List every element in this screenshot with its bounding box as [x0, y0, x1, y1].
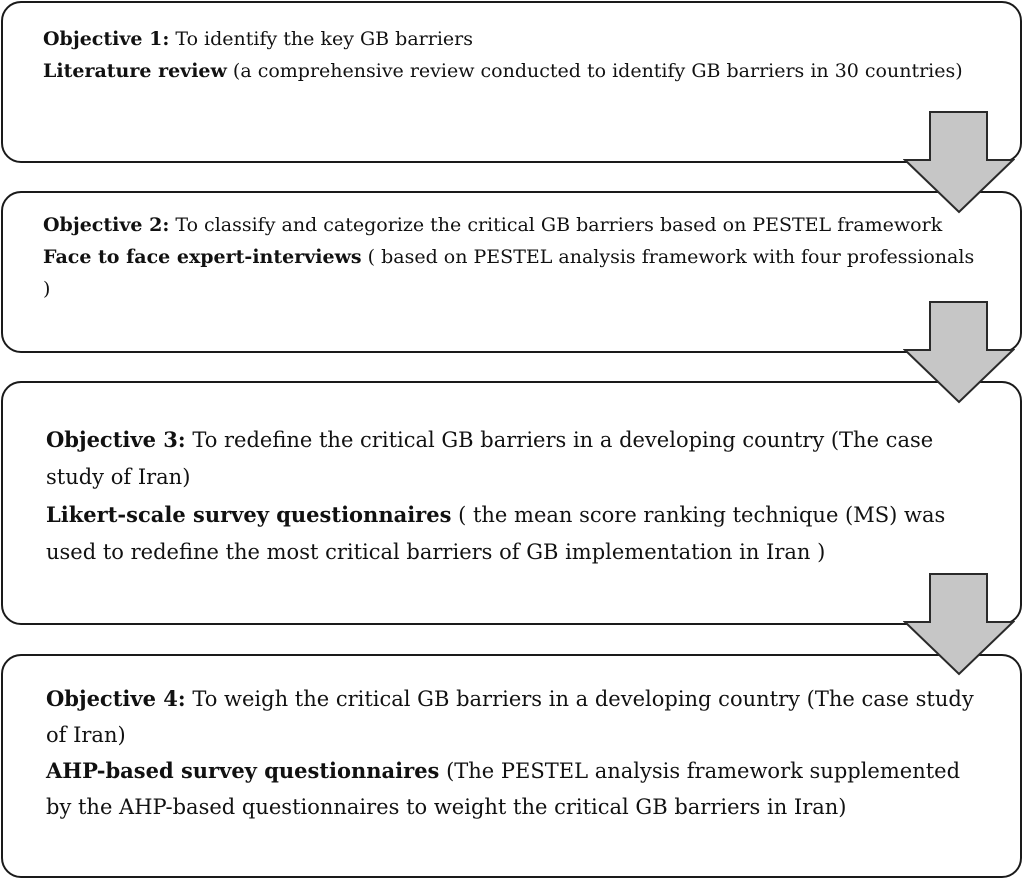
objective-1-method-line	[43, 55, 980, 87]
objective-2-method: Face to face expert-interviews	[43, 246, 362, 268]
objective-4-method: AHP-based survey questionnaires	[46, 758, 440, 783]
objective-2-method-line	[43, 241, 980, 305]
objective-3-method-line	[46, 496, 980, 571]
objective-4-line	[46, 681, 980, 753]
objective-4-box	[1, 654, 1022, 878]
objective-2-line	[43, 209, 980, 241]
objective-1-method: Literature review	[43, 60, 227, 82]
objective-2-heading: Objective 2:	[43, 214, 170, 236]
objective-1-heading: Objective 1:	[43, 28, 170, 50]
objective-3-line	[46, 421, 980, 496]
objective-3-box	[1, 381, 1022, 625]
objective-1-goal: To identify the key GB barriers	[169, 28, 473, 50]
objective-3-goal: To redefine the critical GB barriers in a developing country (The case study of Iran)	[46, 428, 934, 489]
objective-2-box	[1, 191, 1022, 353]
objective-1-line	[43, 23, 980, 55]
objective-4-goal: To weigh the critical GB barriers in a developing country (The case study of Iran)	[46, 687, 974, 747]
down-arrow-icon	[903, 572, 1015, 676]
objective-1-detail: (a comprehensive review conducted to identify GB barriers in 30 countries)	[226, 60, 963, 82]
objective-2-detail: ( based on PESTEL analysis framework with four professionals )	[43, 246, 975, 300]
objective-3-method: Likert-scale survey questionnaires	[46, 502, 452, 527]
objective-4-detail: (The PESTEL analysis framework supplemented by the AHP-based questionnaires to weight the critical GB barriers in Iran)	[46, 759, 961, 819]
objective-4-heading: Objective 4:	[46, 686, 186, 711]
objective-3-heading: Objective 3:	[46, 427, 186, 452]
down-arrow-icon	[903, 110, 1015, 214]
objective-4-method-line	[46, 753, 980, 825]
objective-2-goal: To classify and categorize the critical GB barriers based on PESTEL framework	[169, 214, 943, 236]
objective-3-detail: ( the mean score ranking technique (MS) was used to redefine the most critical barriers of GB implementation in Iran )	[46, 503, 946, 564]
objective-1-box	[1, 1, 1022, 163]
down-arrow-icon	[903, 300, 1015, 404]
